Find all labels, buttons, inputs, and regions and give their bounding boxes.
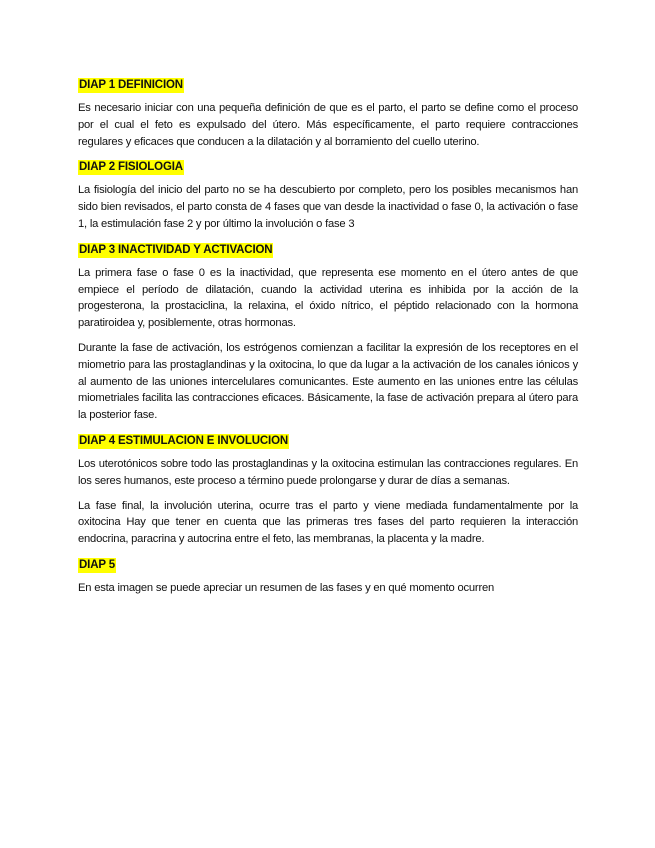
document-body <box>78 76 578 605</box>
section-heading-4: DIAP 4 ESTIMULACION E INVOLUCION <box>79 434 289 447</box>
section-4-paragraph-2: La fase final, la involución uterina, ocurre tras el parto y viene mediada fundamentalmente por la oxitocina Hay que tener en cuenta que las primeras tres fases del parto requieren la interacción endocrina, paracrina y autocrina entre el feto, las membranas, la placenta y la madre. <box>78 499 578 546</box>
section-3-paragraph-2: Durante la fase de activación, los estrógenos comienzan a facilitar la expresión de los receptores en el miometrio para las prostaglandinas y la oxitocina, lo que da lugar a la activación de los canales iónicos y al aumento de las uniones intercelulares comunicantes. Este aumento en las uniones entre las células miometriales facilita las contracciones eficaces. Básicamente, la fase de activación prepara al útero para la posterior fase. <box>78 341 578 422</box>
section-3-paragraph-1: La primera fase o fase 0 es la inactividad, que representa ese momento en el útero antes de que empiece el período de dilatación, cuando la actividad uterina es inhibida por la acción de la progesterona, la prostaciclina, la relaxina, el óxido nítrico, el péptido relacionado con la hormona paratiroidea y, posiblemente, otras hormonas. <box>78 266 578 330</box>
section-heading-5: DIAP 5 <box>79 558 115 571</box>
section-5-paragraph-1: En esta imagen se puede apreciar un resumen de las fases y en qué momento ocurren <box>78 581 495 594</box>
section-heading-2: DIAP 2 FISIOLOGIA <box>79 161 183 174</box>
section-4-paragraph-1: Los uterotónicos sobre todo las prostaglandinas y la oxitocina estimulan las contracciones regulares. En los seres humanos, este proceso a término puede prolongarse y durar de días a semanas. <box>78 457 578 487</box>
section-1-paragraph-1: Es necesario iniciar con una pequeña definición de que es el parto, el parto se define como el proceso por el cual el feto es expulsado del útero. Más específicamente, el parto requiere contracciones regulares y eficaces que conducen a la dilatación y al borramiento del cuello uterino. <box>78 102 578 148</box>
section-heading-1: DIAP 1 DEFINICION <box>79 79 183 91</box>
section-heading-3: DIAP 3 INACTIVIDAD Y ACTIVACION <box>79 243 273 256</box>
section-2-paragraph-1: La fisiología del inicio del parto no se ha descubierto por completo, pero los posibles mecanismos han sido bien revisados, el parto consta de 4 fases que van desde la inactividad o fase 0, la activación o fase 1, la estimulación fase 2 y por último la involución o fase 3 <box>78 184 578 230</box>
